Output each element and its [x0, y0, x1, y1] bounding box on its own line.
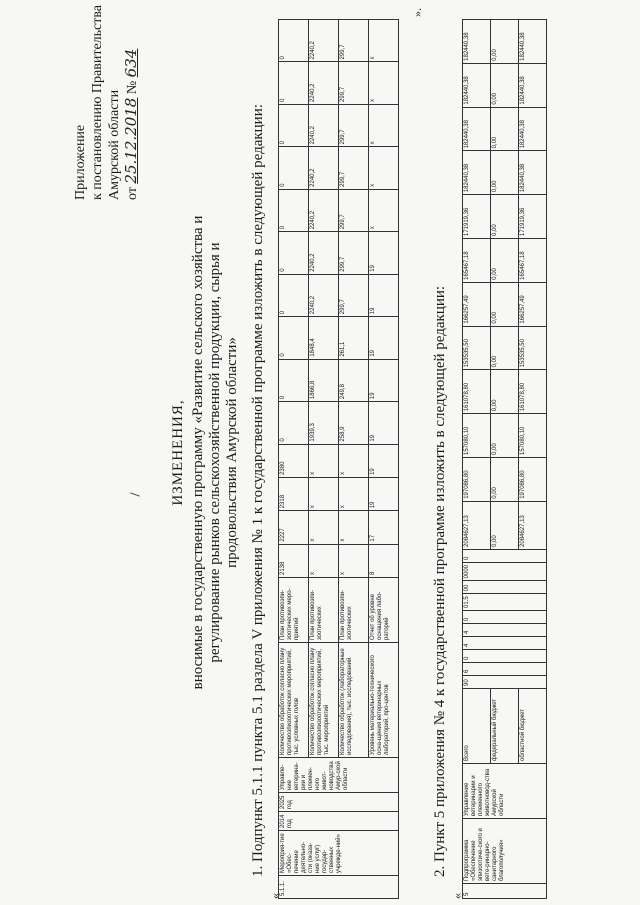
indicator-value: 1939,3	[309, 402, 339, 444]
indicator-value: 0	[279, 147, 309, 189]
funding-value: 182440,38	[463, 63, 491, 107]
appendix-date-line: от 25.12.2018 № 634	[122, 48, 140, 200]
indicator-desc: Количество обработок (лабораторные исследования), тыс. исследований	[339, 643, 369, 758]
funding-value: 182440,38	[519, 63, 547, 107]
budget-code: 4	[463, 624, 547, 637]
stray-mark	[130, 492, 140, 496]
indicator-value: x	[309, 444, 339, 477]
indicator-value: 2240,2	[309, 232, 339, 274]
budget-code: 90	[463, 676, 547, 689]
doc-title: ИЗМЕНЕНИЯ,	[170, 399, 186, 506]
indicator-value: 299,7	[339, 232, 369, 274]
handwritten-number: 634	[122, 48, 140, 78]
appendix-line3: Амурской области	[107, 89, 122, 200]
funding-value: 157080,10	[519, 414, 547, 458]
section2-open-quote: «	[450, 893, 464, 899]
funding-value: 182440,38	[519, 151, 547, 195]
funding-value: 0,00	[491, 326, 519, 370]
funding-value: 165467,18	[519, 239, 547, 283]
indicator-value: 2240,2	[309, 189, 339, 231]
appendix-line1: Приложение	[73, 124, 88, 200]
indicator-value: 0	[279, 62, 309, 104]
indicator-value: 258,9	[339, 402, 369, 444]
handwritten-date: 25.12.2018	[122, 97, 140, 184]
indicator-value: x	[369, 20, 399, 62]
budget-code: 00	[463, 581, 547, 594]
indicator-value: 0	[279, 104, 309, 146]
section1-close-quote: ».	[410, 8, 424, 17]
funding-value: 153535,50	[519, 326, 547, 370]
indicator-desc: Количество обработок согласно плану противоэпизоотических мероприятий, тыс. мероприятий	[309, 643, 339, 758]
funding-value: 171919,36	[519, 195, 547, 239]
indicator-value: 2240,2	[309, 104, 339, 146]
section1-heading: 1. Подпункт 5.1.1 пункта 5.1 раздела V приложения № 1 к государственной программе изложить в следующей редакции:	[250, 104, 266, 877]
funding-value: 153535,50	[463, 326, 491, 370]
indicator-desc: Количество обработок согласно плану противоэпизоотических мероприятий, тыс. условных голов	[279, 643, 309, 758]
funding-value: 0,00	[491, 501, 519, 549]
indicator-value: 19	[369, 402, 399, 444]
indicator-value: x	[309, 544, 339, 577]
indicator-source: План противоэпи-зоотических меро-приятий	[279, 578, 309, 643]
funding-value: 182440,38	[463, 107, 491, 151]
indicator-value: 2240,2	[309, 62, 339, 104]
indicator-value: 1866,8	[309, 359, 339, 401]
budget-code: 6	[463, 663, 547, 676]
indicator-value: x	[339, 511, 369, 544]
budget-code: 01.5	[463, 594, 547, 611]
appendix-block	[72, 5, 141, 200]
funding-value: 182440,38	[519, 107, 547, 151]
indicator-value: 2240,2	[309, 20, 339, 62]
indicator-value: 2318	[279, 477, 309, 510]
indicator-value: x	[339, 477, 369, 510]
indicator-value: 0	[279, 274, 309, 316]
budget-code: 4	[463, 637, 547, 650]
indicator-value: x	[309, 511, 339, 544]
indicator-value: 2380	[279, 444, 309, 477]
subprogram-name: Подпрограмма «Обеспечение эпизоотиче-ского и вете-ринарно-санитарного благополучия»	[463, 819, 547, 884]
indicator-source: План противоэпи-зоотических	[339, 578, 369, 643]
indicator-value: 17	[369, 511, 399, 544]
indicator-value: 2227	[279, 511, 309, 544]
section1-open-quote: «	[268, 893, 282, 899]
doc-subtitle-2: регулирование рынков сельскохозяйственной продукции, сырья и	[207, 242, 223, 663]
indicator-value: 0	[279, 189, 309, 231]
executor: Управление ветеринарии и племенного животновод-ства Амурской области	[463, 764, 547, 819]
indicator-value: 19	[369, 477, 399, 510]
end-year: 2025 год	[279, 793, 399, 812]
indicator-value: 299,7	[339, 20, 369, 62]
funding-value: 171919,36	[463, 195, 491, 239]
funding-value: 197086,80	[519, 458, 547, 502]
indicator-value: 0	[279, 232, 309, 274]
indicator-value: 19	[369, 359, 399, 401]
indicator-value: 261,1	[339, 317, 369, 359]
indicator-source: Отчет об уровне оснащения лабо-раторий	[369, 578, 399, 643]
indicator-value: x	[369, 62, 399, 104]
funding-value: 166257,49	[519, 282, 547, 326]
row-number: 5.1.1.	[279, 876, 399, 899]
indicator-value: 249,8	[339, 359, 369, 401]
funding-value: 161078,80	[463, 370, 491, 414]
indicator-value: 2240,2	[309, 274, 339, 316]
section2-heading: 2. Пункт 5 приложения № 4 к государственной программе изложить в следующей редакции:	[432, 285, 448, 877]
indicator-value: 2138	[279, 544, 309, 577]
budget-code: 0	[463, 650, 547, 663]
indicator-value: 8	[369, 544, 399, 577]
table-row	[463, 20, 491, 899]
indicator-value: x	[369, 104, 399, 146]
funding-value: 0,00	[491, 20, 519, 64]
budget-code: 0	[463, 611, 547, 624]
table-row	[279, 20, 309, 899]
funding-value: 0,00	[491, 151, 519, 195]
funding-value: 165467,18	[463, 239, 491, 283]
doc-subtitle-1: вносимые в государственную программу «Развитие сельского хозяйства и	[190, 215, 206, 690]
indicator-value: 299,7	[339, 62, 369, 104]
indicator-value: 19	[369, 232, 399, 274]
funding-value: 0,00	[491, 414, 519, 458]
table-section2	[462, 19, 547, 899]
budget-code: 0000	[463, 562, 547, 580]
indicator-value: 19	[369, 317, 399, 359]
funding-value: 182440,38	[463, 151, 491, 195]
indicator-value: 299,7	[339, 189, 369, 231]
indicator-value: 19	[369, 444, 399, 477]
indicator-value: x	[369, 189, 399, 231]
funding-value: 0,00	[491, 370, 519, 414]
indicator-value: x	[309, 477, 339, 510]
funding-value: 197086,80	[463, 458, 491, 502]
funding-value: 157080,10	[463, 414, 491, 458]
row-number: 5	[463, 884, 547, 899]
indicator-value: 1848,4	[309, 317, 339, 359]
funding-value: 0,00	[491, 195, 519, 239]
start-year: 2014 год	[279, 812, 399, 831]
appendix-line2: к постановлению Правительства	[90, 4, 105, 200]
funding-value: 0,00	[491, 239, 519, 283]
indicator-value: 0	[279, 317, 309, 359]
funding-value: 161078,80	[519, 370, 547, 414]
indicator-value: 0	[279, 20, 309, 62]
budget-code: 0	[463, 549, 547, 562]
indicator-value: x	[339, 544, 369, 577]
indicator-value: 2240,2	[309, 147, 339, 189]
table-section1	[278, 19, 399, 899]
funding-value: 0,00	[491, 282, 519, 326]
indicator-source: План противоэпи-зоотических	[309, 578, 339, 643]
indicator-value: 299,7	[339, 104, 369, 146]
funding-value: 0,00	[491, 458, 519, 502]
measure-name: Мероприя-тие «Обес-печение деятельно-сти (оказа-ние услуг) государ-ственных учрежде-ний»	[279, 831, 399, 876]
indicator-value: 299,7	[339, 147, 369, 189]
indicator-value: 299,7	[339, 274, 369, 316]
indicator-desc: Уровень материально-технического осна-щения ветеринарных лабораторий, про-центов	[369, 643, 399, 758]
indicator-value: x	[369, 147, 399, 189]
funding-value: 166257,49	[463, 282, 491, 326]
funding-source: областной бюджет	[519, 689, 547, 764]
funding-value: 182440,38	[519, 20, 547, 64]
funding-value: 0,00	[491, 107, 519, 151]
funding-source: федеральный бюджет	[491, 689, 519, 764]
executor: Управле-ние ветерина-рии и племен-ного живот-новодства Амур-ской области	[279, 758, 399, 793]
indicator-value: 0	[279, 402, 309, 444]
indicator-value: 0	[279, 359, 309, 401]
indicator-value: x	[339, 444, 369, 477]
funding-value: 182440,38	[463, 20, 491, 64]
funding-value: 2084627,13	[519, 501, 547, 549]
funding-source: Всего	[463, 689, 491, 764]
indicator-value: 19	[369, 274, 399, 316]
funding-value: 0,00	[491, 63, 519, 107]
funding-value: 2084627,13	[463, 501, 491, 549]
doc-subtitle-3: продовольствия Амурской области»	[224, 337, 240, 568]
